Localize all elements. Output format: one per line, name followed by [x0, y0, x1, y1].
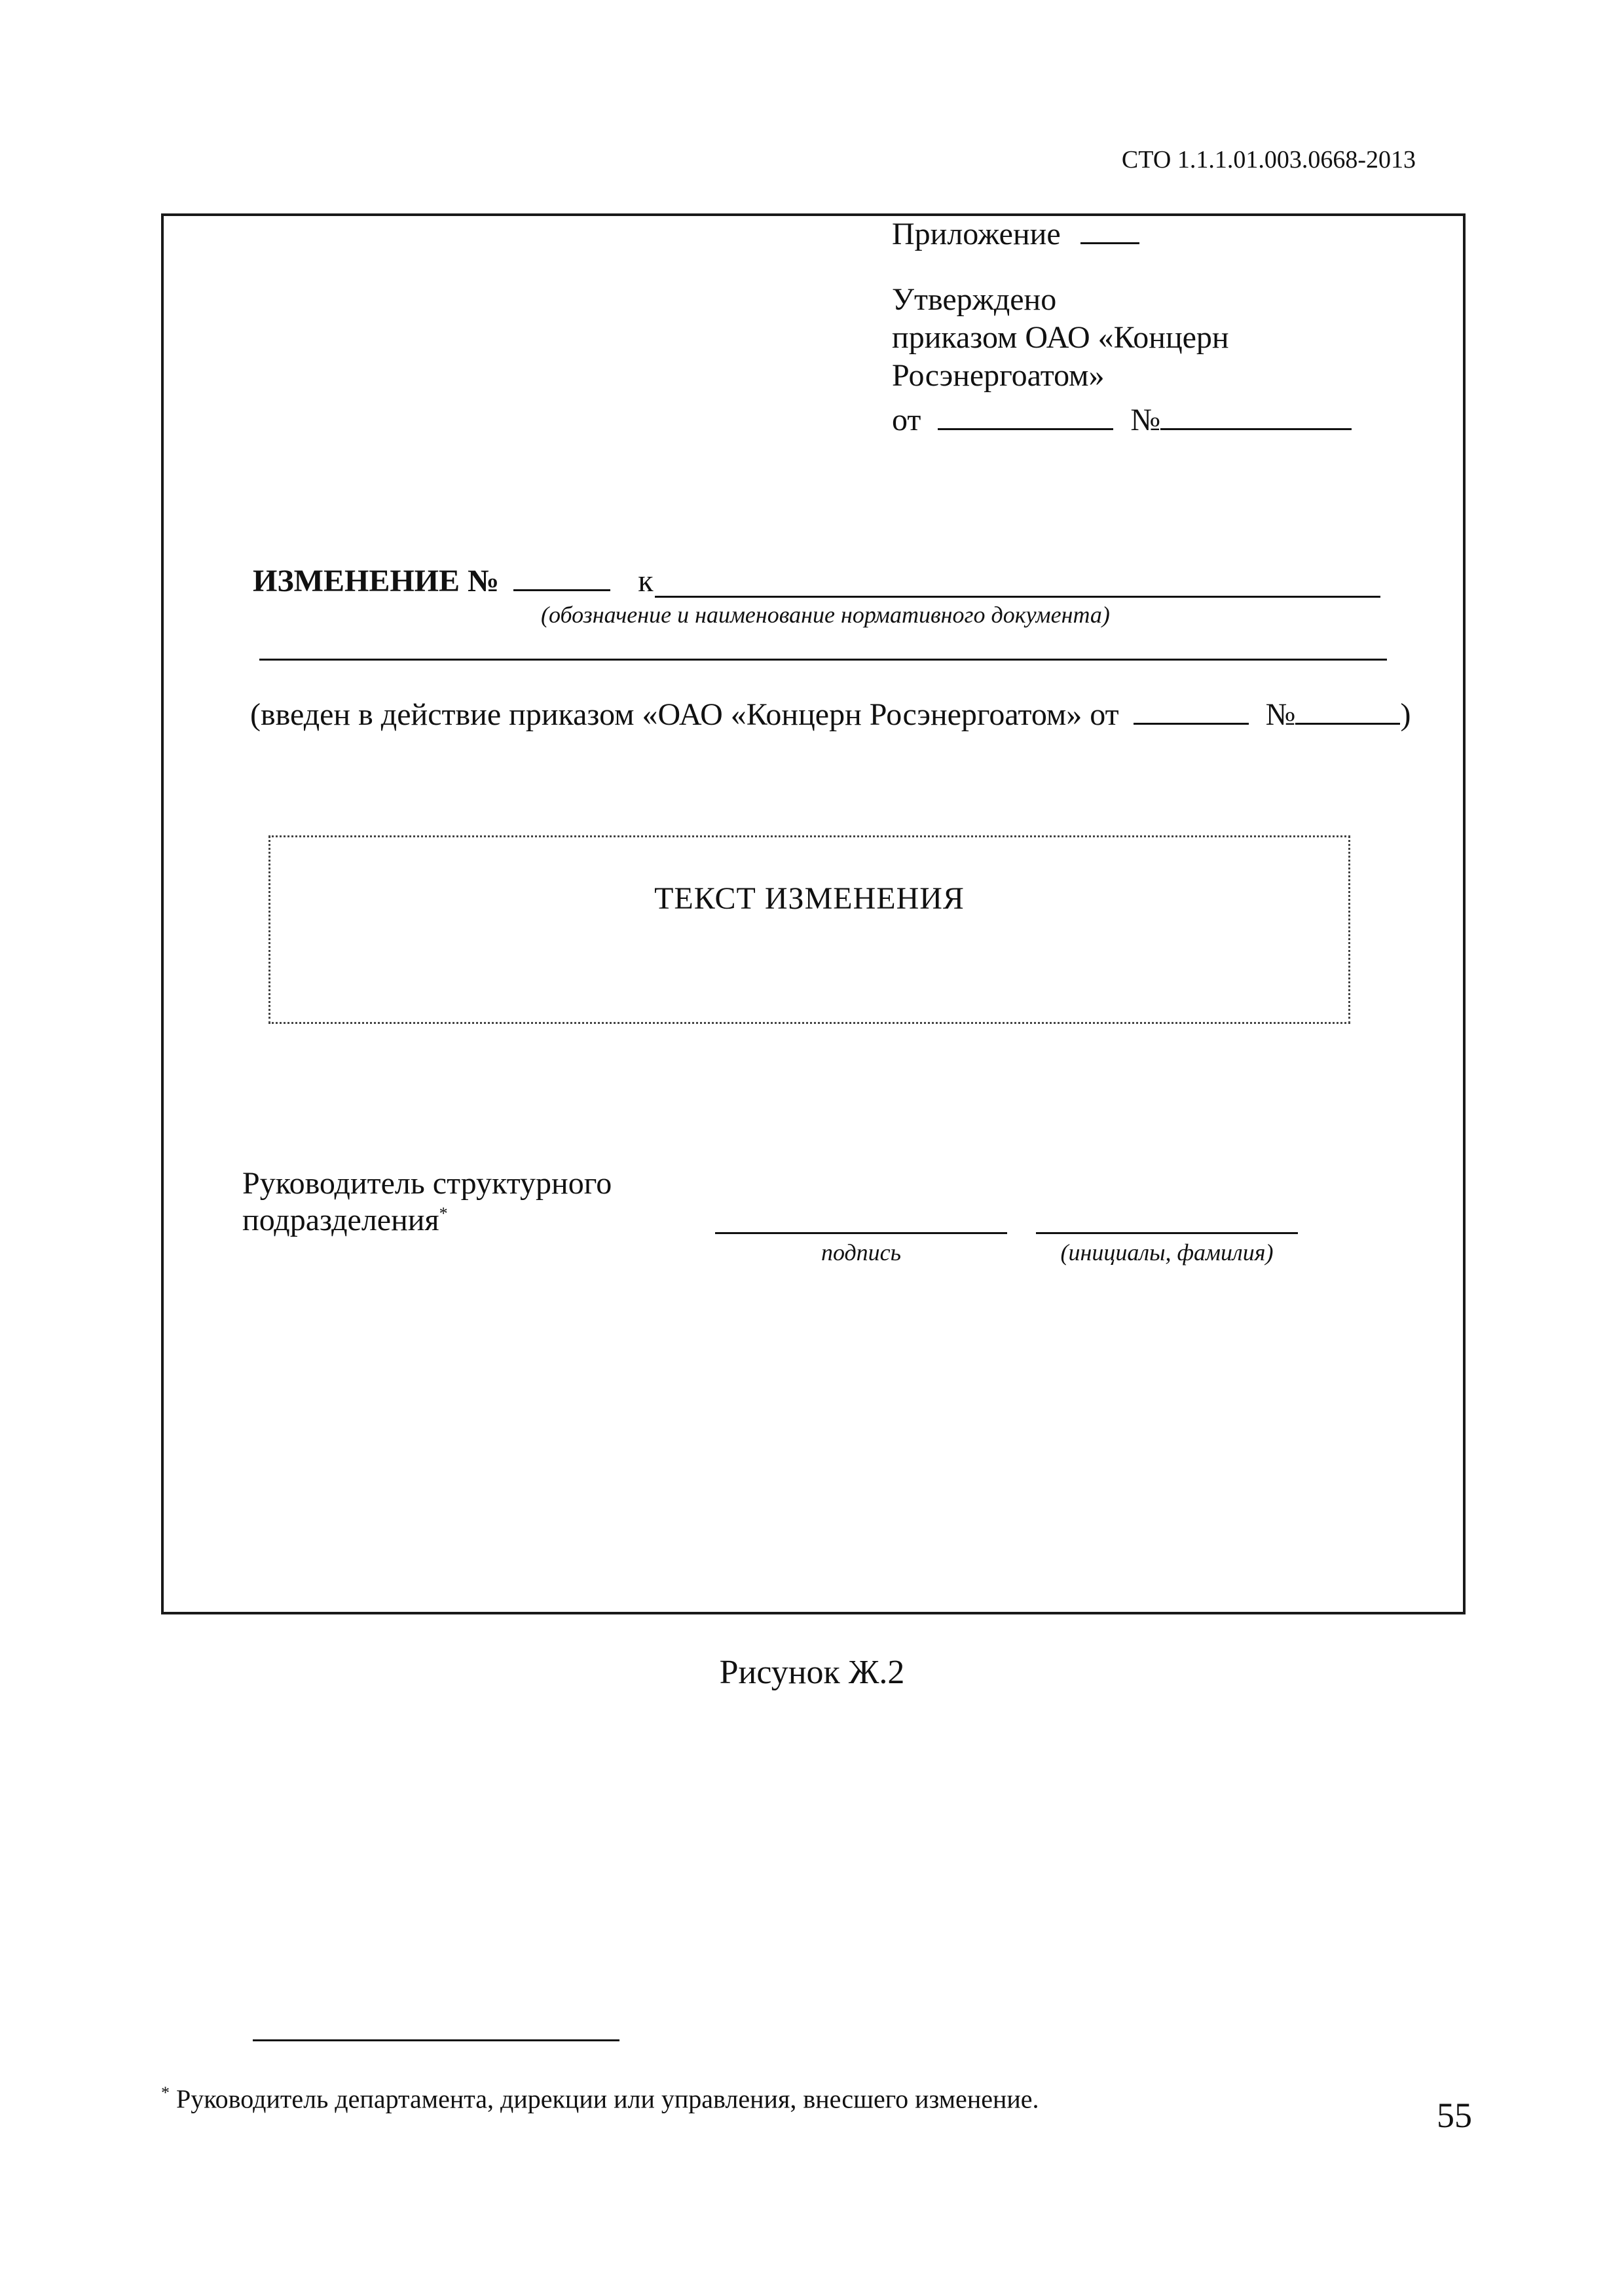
enacted-number-blank[interactable]	[1295, 723, 1400, 725]
enacted-number-label: №	[1265, 697, 1296, 732]
change-text-box[interactable]	[268, 835, 1350, 1024]
footnote-mark: *	[161, 2083, 170, 2102]
number-label: №	[1130, 403, 1161, 437]
enacted-text: (введен в действие приказом «ОАО «Концерн Росэнергоатом» от	[250, 697, 1119, 732]
approval-order-line1: приказом ОАО «Концерн	[892, 320, 1229, 355]
change-text-label: ТЕКСТ ИЗМЕНЕНИЯ	[654, 881, 965, 916]
approval-number-blank[interactable]	[1160, 428, 1352, 430]
to-label: к	[638, 564, 654, 598]
approval-date-blank[interactable]	[938, 428, 1113, 430]
enacted-close: )	[1400, 697, 1411, 732]
enacted-date-blank[interactable]	[1134, 723, 1249, 725]
approved-label: Утверждено	[892, 282, 1057, 317]
change-title-line	[253, 563, 654, 599]
document-name-blank-continued[interactable]	[259, 659, 1387, 661]
footnote-rule	[253, 2039, 619, 2041]
name-blank[interactable]	[1036, 1232, 1298, 1234]
appendix-number-blank[interactable]	[1080, 242, 1139, 244]
change-title: ИЗМЕНЕНИЕ №	[253, 564, 500, 598]
footnote	[161, 2083, 1039, 2114]
approval-date-line	[892, 402, 1352, 438]
document-name-blank[interactable]	[655, 596, 1380, 598]
appendix-label: Приложение	[892, 217, 1061, 251]
signatory-footnote-mark: *	[439, 1204, 448, 1223]
footnote-text: Руководитель департамента, дирекции или управления, внесшего изменение.	[176, 2084, 1039, 2114]
signatory-line2	[242, 1202, 448, 1238]
signatory-line1: Руководитель структурного	[242, 1166, 612, 1201]
name-hint: (инициалы, фамилия)	[1060, 1239, 1274, 1266]
appendix-line	[892, 216, 1139, 252]
document-hint: (обозначение и наименование нормативного документа)	[541, 602, 1110, 628]
approval-order-line2: Росэнергоатом»	[892, 358, 1105, 393]
figure-caption: Рисунок Ж.2	[719, 1654, 905, 1691]
signature-hint: подпись	[821, 1239, 902, 1266]
from-label: от	[892, 403, 921, 437]
change-number-blank[interactable]	[513, 589, 610, 591]
signatory-label: подразделения	[242, 1203, 439, 1237]
page-number: 55	[1437, 2096, 1472, 2135]
document-code: СТО 1.1.1.01.003.0668-2013	[1121, 146, 1416, 173]
signature-blank[interactable]	[715, 1232, 1007, 1234]
enacted-line	[250, 697, 1411, 733]
